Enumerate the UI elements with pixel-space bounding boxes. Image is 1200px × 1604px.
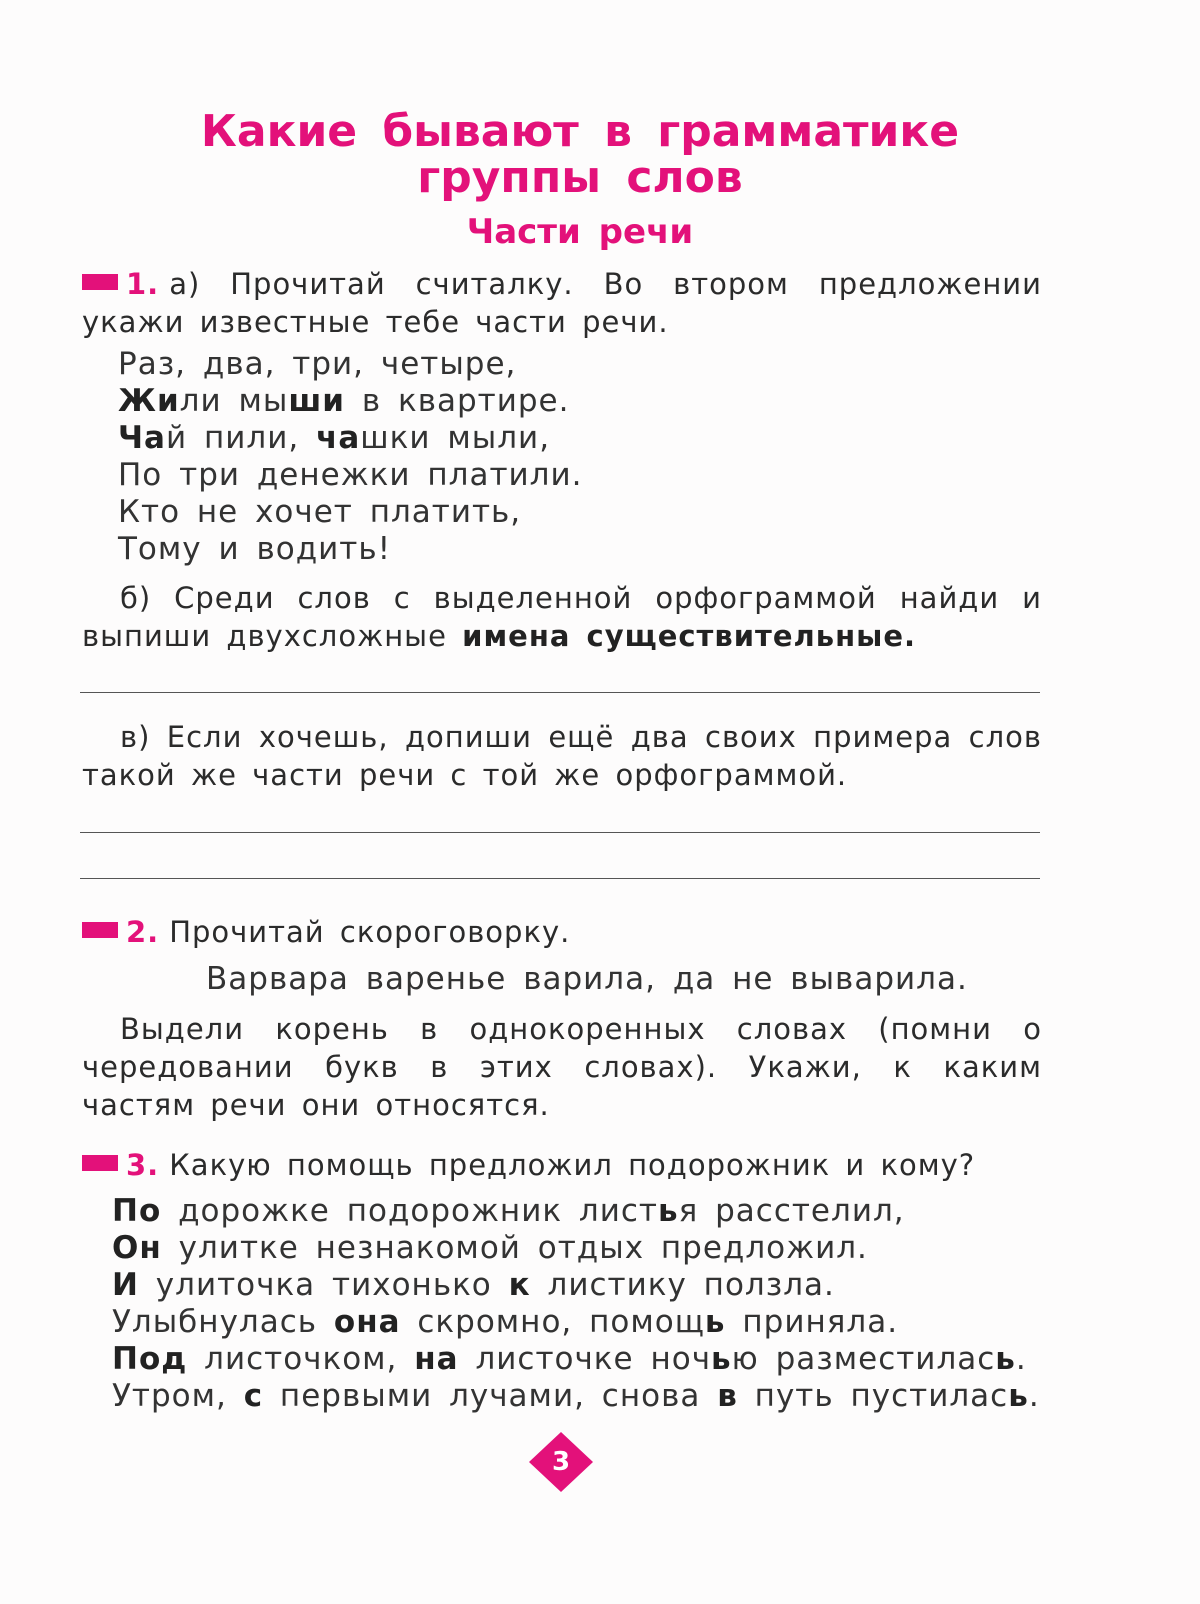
- highlighted-text: ь: [1008, 1378, 1029, 1414]
- poem-text: улитке незнакомой отдых предложил.: [161, 1230, 868, 1266]
- highlighted-text: на: [414, 1341, 459, 1377]
- poem-text: приняла.: [725, 1304, 899, 1340]
- exercise-1-task-a: [82, 265, 1042, 341]
- plantain-line: [112, 1341, 1040, 1378]
- rhyme-line: [118, 383, 582, 420]
- poem-text: я расстелил,: [678, 1193, 905, 1229]
- poem-text: Утром,: [112, 1378, 244, 1414]
- poem-text: путь пустилас: [737, 1378, 1009, 1414]
- highlighted-text: ши: [288, 383, 346, 419]
- exercise-marker-icon: [82, 274, 118, 290]
- exercise-2-task: [82, 913, 1042, 951]
- highlighted-text: Ча: [118, 420, 166, 456]
- exercise-1-task-v: [82, 718, 1042, 794]
- exercise-3-task-text: Какую помощь предложил подорожник и кому?: [169, 1148, 976, 1182]
- poem-text: листочке ноч: [458, 1341, 712, 1377]
- poem-text: в квартире.: [345, 383, 570, 419]
- poem-text: ли мы: [179, 383, 289, 419]
- poem-text: первыми лучами, снова: [263, 1378, 718, 1414]
- highlighted-text: Под: [112, 1341, 188, 1377]
- tongue-twister: Варвара варенье варила, да не выварила.: [206, 961, 968, 997]
- rhyme-line: [118, 457, 582, 494]
- exercise-marker-icon: [82, 1155, 118, 1171]
- poem-text: ю разместилас: [731, 1341, 996, 1377]
- highlighted-text: к: [508, 1267, 531, 1303]
- highlighted-text: Он: [112, 1230, 162, 1266]
- rhyme-line: [118, 531, 582, 568]
- rhyme-line: [118, 494, 582, 531]
- poem-text: Раз, два, три, четыре,: [118, 346, 517, 382]
- rhyme-line: [118, 420, 582, 457]
- exercise-number: 2.: [126, 915, 160, 949]
- exercise-1-task-b-text: б) Среди слов с выделенной орфограммой найди и выпиши двухсложные: [82, 581, 1042, 653]
- poem-text: .: [1028, 1378, 1040, 1414]
- exercise-3-task: [82, 1146, 1042, 1184]
- exercise-1-task-v-text: в) Если хочешь, допиши ещё два своих примера слов такой же части речи с той же орфограммой.: [82, 720, 1042, 792]
- section-subtitle: Части речи: [466, 212, 694, 252]
- exercise-1-task-a-text: а) Прочитай считалку. Во втором предложении укажи известные тебе части речи.: [82, 267, 1042, 339]
- plantain-poem: [112, 1193, 1040, 1415]
- page-title-line-2: группы слов: [417, 152, 743, 203]
- exercise-number: 3.: [126, 1148, 160, 1182]
- poem-text: дорожке подорожник лист: [161, 1193, 658, 1229]
- poem-text: Кто не хочет платить,: [118, 494, 522, 530]
- poem-text: Улыбнулась: [112, 1304, 334, 1340]
- highlighted-text: По: [112, 1193, 162, 1229]
- highlighted-text: она: [333, 1304, 401, 1340]
- page-number: 3: [551, 1447, 571, 1477]
- highlighted-text: ь: [704, 1304, 726, 1340]
- plantain-line: [112, 1378, 1040, 1415]
- exercise-1-task-b-bold: имена существительные.: [462, 619, 917, 653]
- poem-text: По три денежки платили.: [118, 457, 583, 493]
- answer-line[interactable]: [80, 832, 1040, 833]
- exercise-1-task-b: [82, 579, 1042, 655]
- exercise-number: 1.: [126, 267, 160, 301]
- plantain-line: [112, 1230, 1040, 1267]
- exercise-2-instruction-text: Выдели корень в однокоренных словах (помни о чередовании букв в этих словах). Укажи, к каким частям речи они относятся.: [82, 1012, 1042, 1122]
- plantain-line: [112, 1267, 1040, 1304]
- highlighted-text: с: [243, 1378, 264, 1414]
- poem-text: скромно, помощ: [400, 1304, 705, 1340]
- plantain-line: [112, 1193, 1040, 1230]
- highlighted-text: ь: [711, 1341, 732, 1377]
- highlighted-text: Жи: [118, 383, 180, 419]
- rhyme-line: [118, 346, 582, 383]
- poem-text: листику ползла.: [530, 1267, 835, 1303]
- highlighted-text: ча: [316, 420, 361, 456]
- poem-text: листочком,: [187, 1341, 415, 1377]
- plantain-line: [112, 1304, 1040, 1341]
- page-title-line-1: Какие бывают в грамматике: [200, 106, 960, 157]
- highlighted-text: в: [717, 1378, 738, 1414]
- answer-line[interactable]: [80, 692, 1040, 693]
- highlighted-text: ь: [995, 1341, 1016, 1377]
- page-number-badge: [529, 1432, 593, 1492]
- poem-text: й пили,: [165, 420, 317, 456]
- exercise-2-task-text: Прочитай скороговорку.: [169, 915, 571, 949]
- poem-text: улиточка тихонько: [138, 1267, 509, 1303]
- exercise-marker-icon: [82, 922, 118, 938]
- highlighted-text: ь: [658, 1193, 679, 1229]
- highlighted-text: И: [112, 1267, 139, 1303]
- poem-text: .: [1015, 1341, 1027, 1377]
- exercise-2-instruction: [82, 1010, 1042, 1124]
- poem-text: Тому и водить!: [118, 531, 392, 567]
- answer-line[interactable]: [80, 878, 1040, 879]
- counting-rhyme: [118, 346, 582, 568]
- poem-text: шки мыли,: [360, 420, 551, 456]
